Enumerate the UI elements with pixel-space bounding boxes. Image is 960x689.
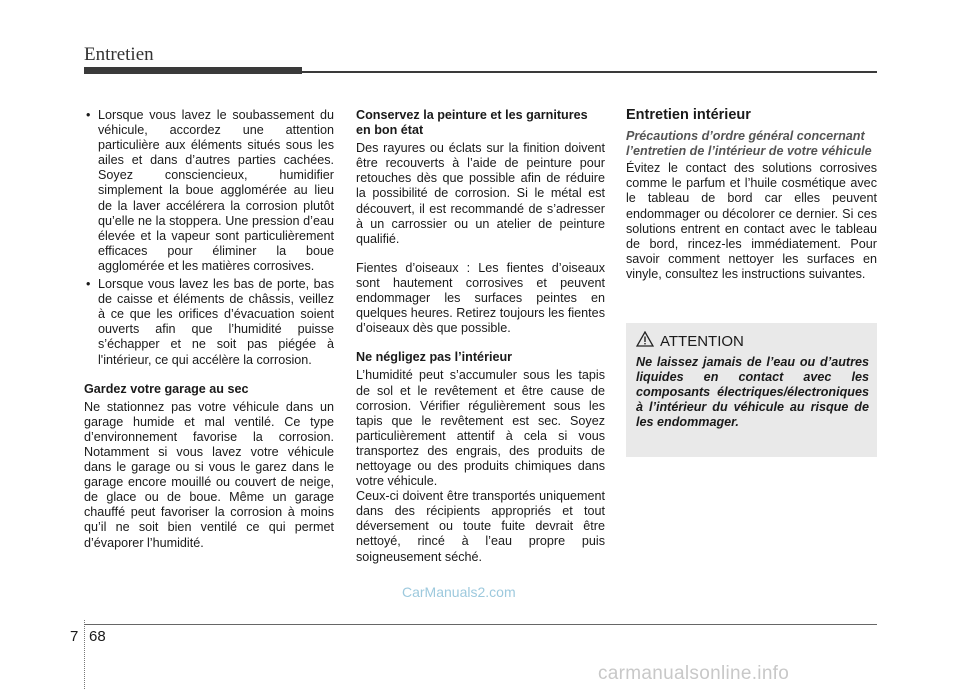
page-number: 68 [89,628,106,645]
garage-paragraph: Ne stationnez pas votre véhicule dans un garage humide et mal ventilé. Ce type d’environnement favorise la corrosion. Notamment si vous lavez votre véhicule dans le garage ou si vous le garez dans le garage encore mouillé ou couvert de neige, de glace ou de boue. Même un garage chauffé peut favoriser la corrosion à moins qu’il ne soit bien ventilé ce qui permet d’évaporer l’humidité. [84,399,334,550]
bullet-text: Lorsque vous lavez les bas de porte, bas de caisse et éléments de châssis, veillez à ce que les orifices d’évacuation soient ouverts afin que l’humidité puisse s’échapper et ne soit pas piégée à l'intérieur, ce qui accélère la corrosion. [98,277,334,367]
precautions-paragraph: Évitez le contact des solutions corrosives comme le parfum et l’huile cosmétique avec le tableau de bord car elles peuvent endommager ou décolorer ce dernier. Si ces solutions entrent en contact avec le tableau de bord, rincez-les immédiatement. Pour savoir comment nettoyer les surfaces en vinyle, consultez les instructions suivantes. [626,161,877,281]
birds-paragraph: Fientes d’oiseaux : Les fientes d’oiseaux sont hautement corrosives et peuvent endommager les surfaces peintes en quelques heures. Retirez toujours les fientes d’oiseaux dès que possible. [356,260,605,336]
page-header-title: Entretien [84,44,154,65]
column-middle [356,108,605,565]
header-rule-thin [84,71,877,73]
bullet-item [84,277,334,368]
precautions-heading: Précautions d’ordre général concernant l’entretien de l’intérieur de votre véhicule [626,129,872,159]
interior-heading: Ne négligez pas l’intérieur [356,350,513,365]
column-right [626,108,877,282]
footer-divider-vertical [84,620,86,689]
paint-heading: Conservez la peinture et les garnitures en bon état [356,108,588,138]
warning-triangle-icon [636,331,654,352]
bullet-list [84,108,334,368]
garage-heading: Gardez votre garage au sec [84,381,249,396]
column-left [84,108,334,551]
bullet-dot-icon: • [86,277,91,292]
interior-paragraph-1: L’humidité peut s’accumuler sous les tapis de sol et le revêtement et être cause de corrosion. Vérifier régulièrement sous les tapis que le revêtement est sec. Soyez particulièrement attentif à cela si vous transportez des engrais, des produits de nettoyage ou des produits chimiques dans votre véhicule. [356,368,605,489]
footer-divider-horizontal [84,624,877,625]
bullet-item [84,108,334,274]
bullet-text: Lorsque vous lavez le soubassement du véhicule, accordez une attention particulière aux éléments situés sous les ailes et dans d’autres parties cachées. Soyez consciencieux, humidifier simplement la boue agglomérée au lieu de la laver accélérera la corrosion plutôt qu’elle ne la stoppera. Une pression d’eau élevée et la vapeur sont particulièrement efficaces pour éliminer la boue agglomérée et les matières corrosives. [98,108,334,273]
callout-header [636,331,869,352]
bullet-dot-icon: • [86,108,91,122]
interior-paragraph-2: Ceux-ci doivent être transportés uniquement dans des récipients appropriés et tout déversement ou toute fuite devrait être nettoyé, rincé à l’eau propre puis soigneusement séché. [356,489,605,564]
callout-title: ATTENTION [660,333,744,350]
callout-body: Ne laissez jamais de l’eau ou d’autres liquides en contact avec les composants électriques/électroniques à l’intérieur du véhicule au risque de les endommager. [636,355,869,430]
watermark-site: carmanualsonline.info [598,663,790,684]
section-title: Entretien intérieur [626,107,751,123]
watermark-overlay: CarManuals2.com [402,584,516,600]
chapter-number: 7 [70,628,79,645]
paint-paragraph: Des rayures ou éclats sur la finition doivent être recouverts à l’aide de peinture pour retouches dès que possible afin de réduire la possibilité de corrosion. Si le métal est découvert, il est recommandé de s’adresser à un carrossier ou un atelier de peinture qualifié. [356,141,605,246]
warning-callout [626,323,877,457]
